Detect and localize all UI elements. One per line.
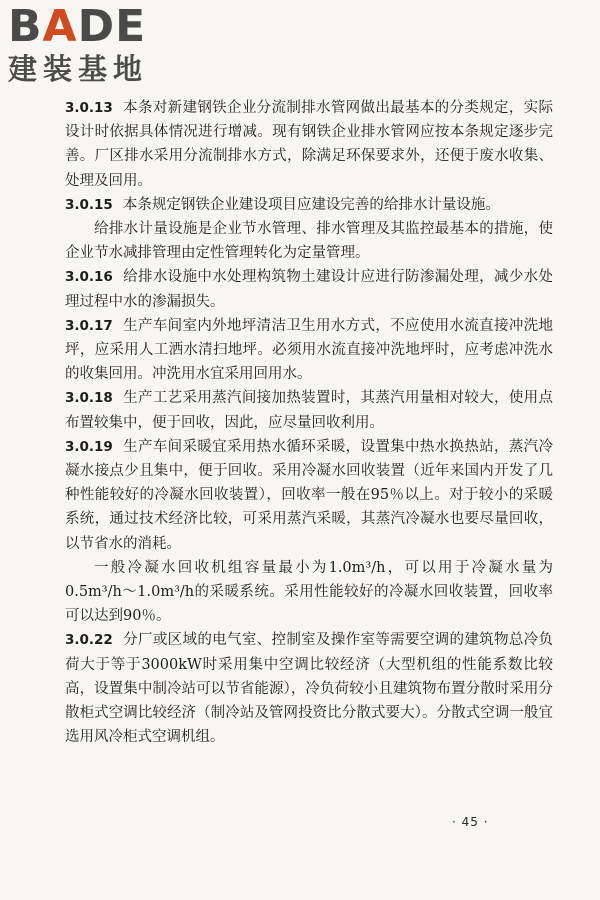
- clause-number: 3.0.13: [65, 100, 113, 116]
- clause-3-0-15: [65, 193, 553, 217]
- clause-text: 生产车间室内外地坪清洁卫生用水方式，不应使用水流直接冲洗地坪，应采用人工洒水清扫地坪。必须用水流直接冲洗地坪时，应考虑冲洗水的收集回用。冲洗用水宜采用回用水。: [65, 317, 553, 383]
- clause-number: 3.0.17: [65, 317, 113, 334]
- clause-3-0-19: [65, 435, 553, 556]
- clause-text: 生产工艺采用蒸汽间接加热装置时，其蒸汽用量相对较大，使用点布置较集中，便于回收，因此，应尽量回收利用。: [65, 390, 553, 431]
- clause-number: 3.0.16: [65, 269, 113, 286]
- clause-3-0-19-continuation: 一般冷凝水回收机组容量最小为1.0m³/h，可以用于冷凝水量为0.5m³/h～1.0m³/h的采暖系统。采用性能较好的冷凝水回收装置，回收率可以达到90％。: [65, 559, 553, 625]
- clause-3-0-15-continuation: 给排水计量设施是企业节水管理、排水管理及其监控最基本的措施，使企业节水减排管理由定性管理转化为定量管理。: [65, 221, 553, 262]
- clause-text: 生产车间采暖宜采用热水循环采暖，设置集中热水换热站，蒸汽冷凝水接点少且集中，便于回收。采用冷凝水回收装置（近年来国内开发了几种性能较好的冷凝水回收装置），回收率一般在95％以上。对于较小的采暖系统，通过技术经济比较，可采用蒸汽采暖，其蒸汽冷凝水也要尽量回收，以节省水的消耗。: [65, 438, 553, 552]
- clause-text: 分厂或区域的电气室、控制室及操作室等需要空调的建筑物总冷负荷大于等于3000kW时采用集中空调比较经济（大型机组的性能系数比较高，设置集中制冷站可以节省能源），冷负荷较小且建筑物布置分散时采用分散柜式空调比较经济（制冷站及管网投资比分散式要大）。分散式空调一般宜选用风冷柜式空调机组。: [65, 632, 553, 746]
- clause-number: 3.0.15: [65, 196, 113, 213]
- page-number: · 45 ·: [452, 815, 489, 829]
- logo-wordmark: BADE: [8, 1, 147, 52]
- clause-number: 3.0.19: [65, 438, 113, 455]
- bade-logo: [8, 1, 178, 86]
- logo-subtitle: 建装基地: [8, 52, 149, 86]
- clause-3-0-18: [65, 386, 553, 434]
- clause-3-0-13: [65, 96, 553, 193]
- clause-3-0-17: [65, 314, 553, 387]
- clause-text: 本条对新建钢铁企业分流制排水管网做出最基本的分类规定，实际设计时依据具体情况进行增减。现有钢铁企业排水管网应按本条规定逐步完善。厂区排水采用分流制排水方式，除满足环保要求外，还便于废水收集、处理及回用。: [65, 100, 553, 189]
- document-body: [65, 96, 553, 749]
- clause-text: 给排水设施中水处理构筑物土建设计应进行防渗漏处理，减少水处理过程中水的渗漏损失。: [65, 269, 553, 310]
- clause-number: 3.0.18: [65, 390, 113, 407]
- clause-number: 3.0.22: [65, 632, 113, 649]
- clause-3-0-16: [65, 265, 553, 313]
- clause-text: 本条规定钢铁企业建设项目应建设完善的给排水计量设施。: [122, 196, 500, 213]
- clause-3-0-22: [65, 628, 553, 749]
